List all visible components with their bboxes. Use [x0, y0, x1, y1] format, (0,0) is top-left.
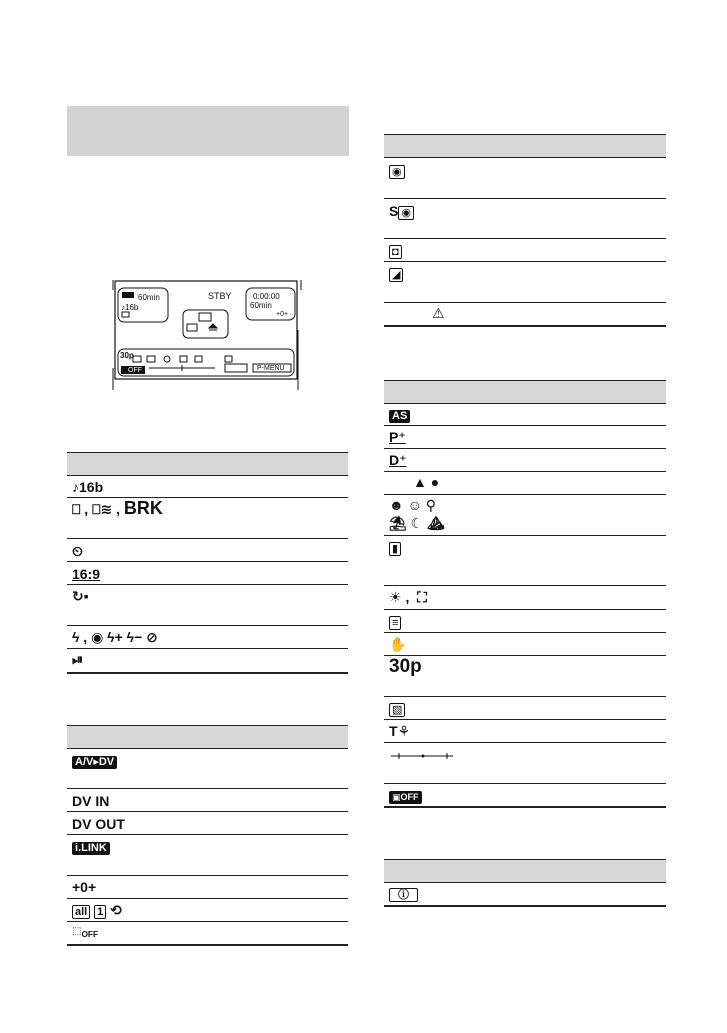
- repeat-icon: ⟲: [110, 902, 122, 918]
- steadyshot-off-icon: ✋: [389, 636, 407, 652]
- screen-status: STBY: [208, 291, 232, 301]
- screen-counter: 0:00:00: [253, 292, 280, 301]
- tele-macro-icon: T⚘: [389, 723, 411, 739]
- nightshot-icon: ◉: [389, 162, 405, 179]
- right-table3-header: [384, 859, 666, 883]
- screen-end-search: +0+: [276, 311, 289, 318]
- super-nightshot-icon: S ◉: [389, 203, 414, 220]
- digital-effect-icon: D⁺: [389, 452, 407, 468]
- backlight-icon: ⏯: [72, 651, 84, 667]
- screen-frame-rate: 30p: [120, 351, 134, 360]
- landscape-portrait-icons: ▲ ●: [413, 474, 440, 490]
- burst-icon: ⎕: [72, 501, 81, 517]
- progressive-icon: 30p: [389, 656, 422, 677]
- face-index-off-icon: ▣OFF: [389, 787, 422, 804]
- telemacro-icon: ◢: [389, 265, 403, 282]
- dv-in-icon: DV IN: [72, 793, 110, 809]
- flash-icons: ϟ , ◉ ϟ+ ϟ− ⊘: [72, 629, 158, 645]
- wide-icon: 16:9: [72, 566, 101, 582]
- left-table2-header: [67, 725, 348, 749]
- screen-remaining: 60min: [138, 293, 160, 302]
- spot-meter-icon: ▮: [389, 539, 401, 556]
- screen-face-off: OFF: [128, 367, 142, 374]
- auto-shutter-icon: AS: [389, 406, 410, 423]
- all-icon: all: [72, 905, 90, 919]
- warning-icons: ⚠: [432, 305, 445, 321]
- color-slow-shutter-icon: ◘: [389, 242, 402, 259]
- picture-effect-off-icon: $⬚_{OFF}$: [72, 926, 99, 939]
- section-banner: [67, 106, 349, 156]
- left-table1-header: [67, 452, 348, 476]
- right-table1-header: [384, 134, 666, 158]
- end-search-icon: +0+: [72, 879, 97, 895]
- picture-effect-icon: P⁺: [389, 429, 406, 445]
- audio-mode-icon: ♪16b: [72, 479, 104, 495]
- brk-icon: BRK: [123, 498, 163, 518]
- single-icon: 1: [94, 905, 106, 919]
- ilink-icon: i.LINK: [72, 838, 110, 855]
- burst-icons: ⎕ , ⎕≋ , BRK: [72, 498, 163, 518]
- white-balance-icons: ☀ , ⛶: [389, 589, 427, 605]
- exposure-burst-icon: ⎕≋: [92, 501, 113, 517]
- info-button-icon: ⓘ: [389, 885, 418, 902]
- self-timer-icon: ⏲: [72, 543, 83, 559]
- recording-mode-icon: ≡: [389, 613, 401, 630]
- dv-out-icon: DV OUT: [72, 816, 125, 832]
- right-table2-header: [384, 380, 666, 404]
- av-dv-icon: A/V▸DV: [72, 752, 117, 769]
- interval-rec-icon: ↻▪: [72, 588, 89, 604]
- screen-menu: P-MENU: [257, 365, 285, 372]
- zebra-icon: ▧: [389, 700, 405, 717]
- slideshow-icons: [72, 902, 122, 919]
- zoom-bar-icon: [389, 750, 455, 762]
- scene-icons: ☻ ☺ ⚲ ⛱ ☾ ⛰: [389, 497, 445, 531]
- screen-tape-remaining: 60min: [250, 301, 272, 310]
- screen-audio-mode: ♪16b: [121, 303, 139, 312]
